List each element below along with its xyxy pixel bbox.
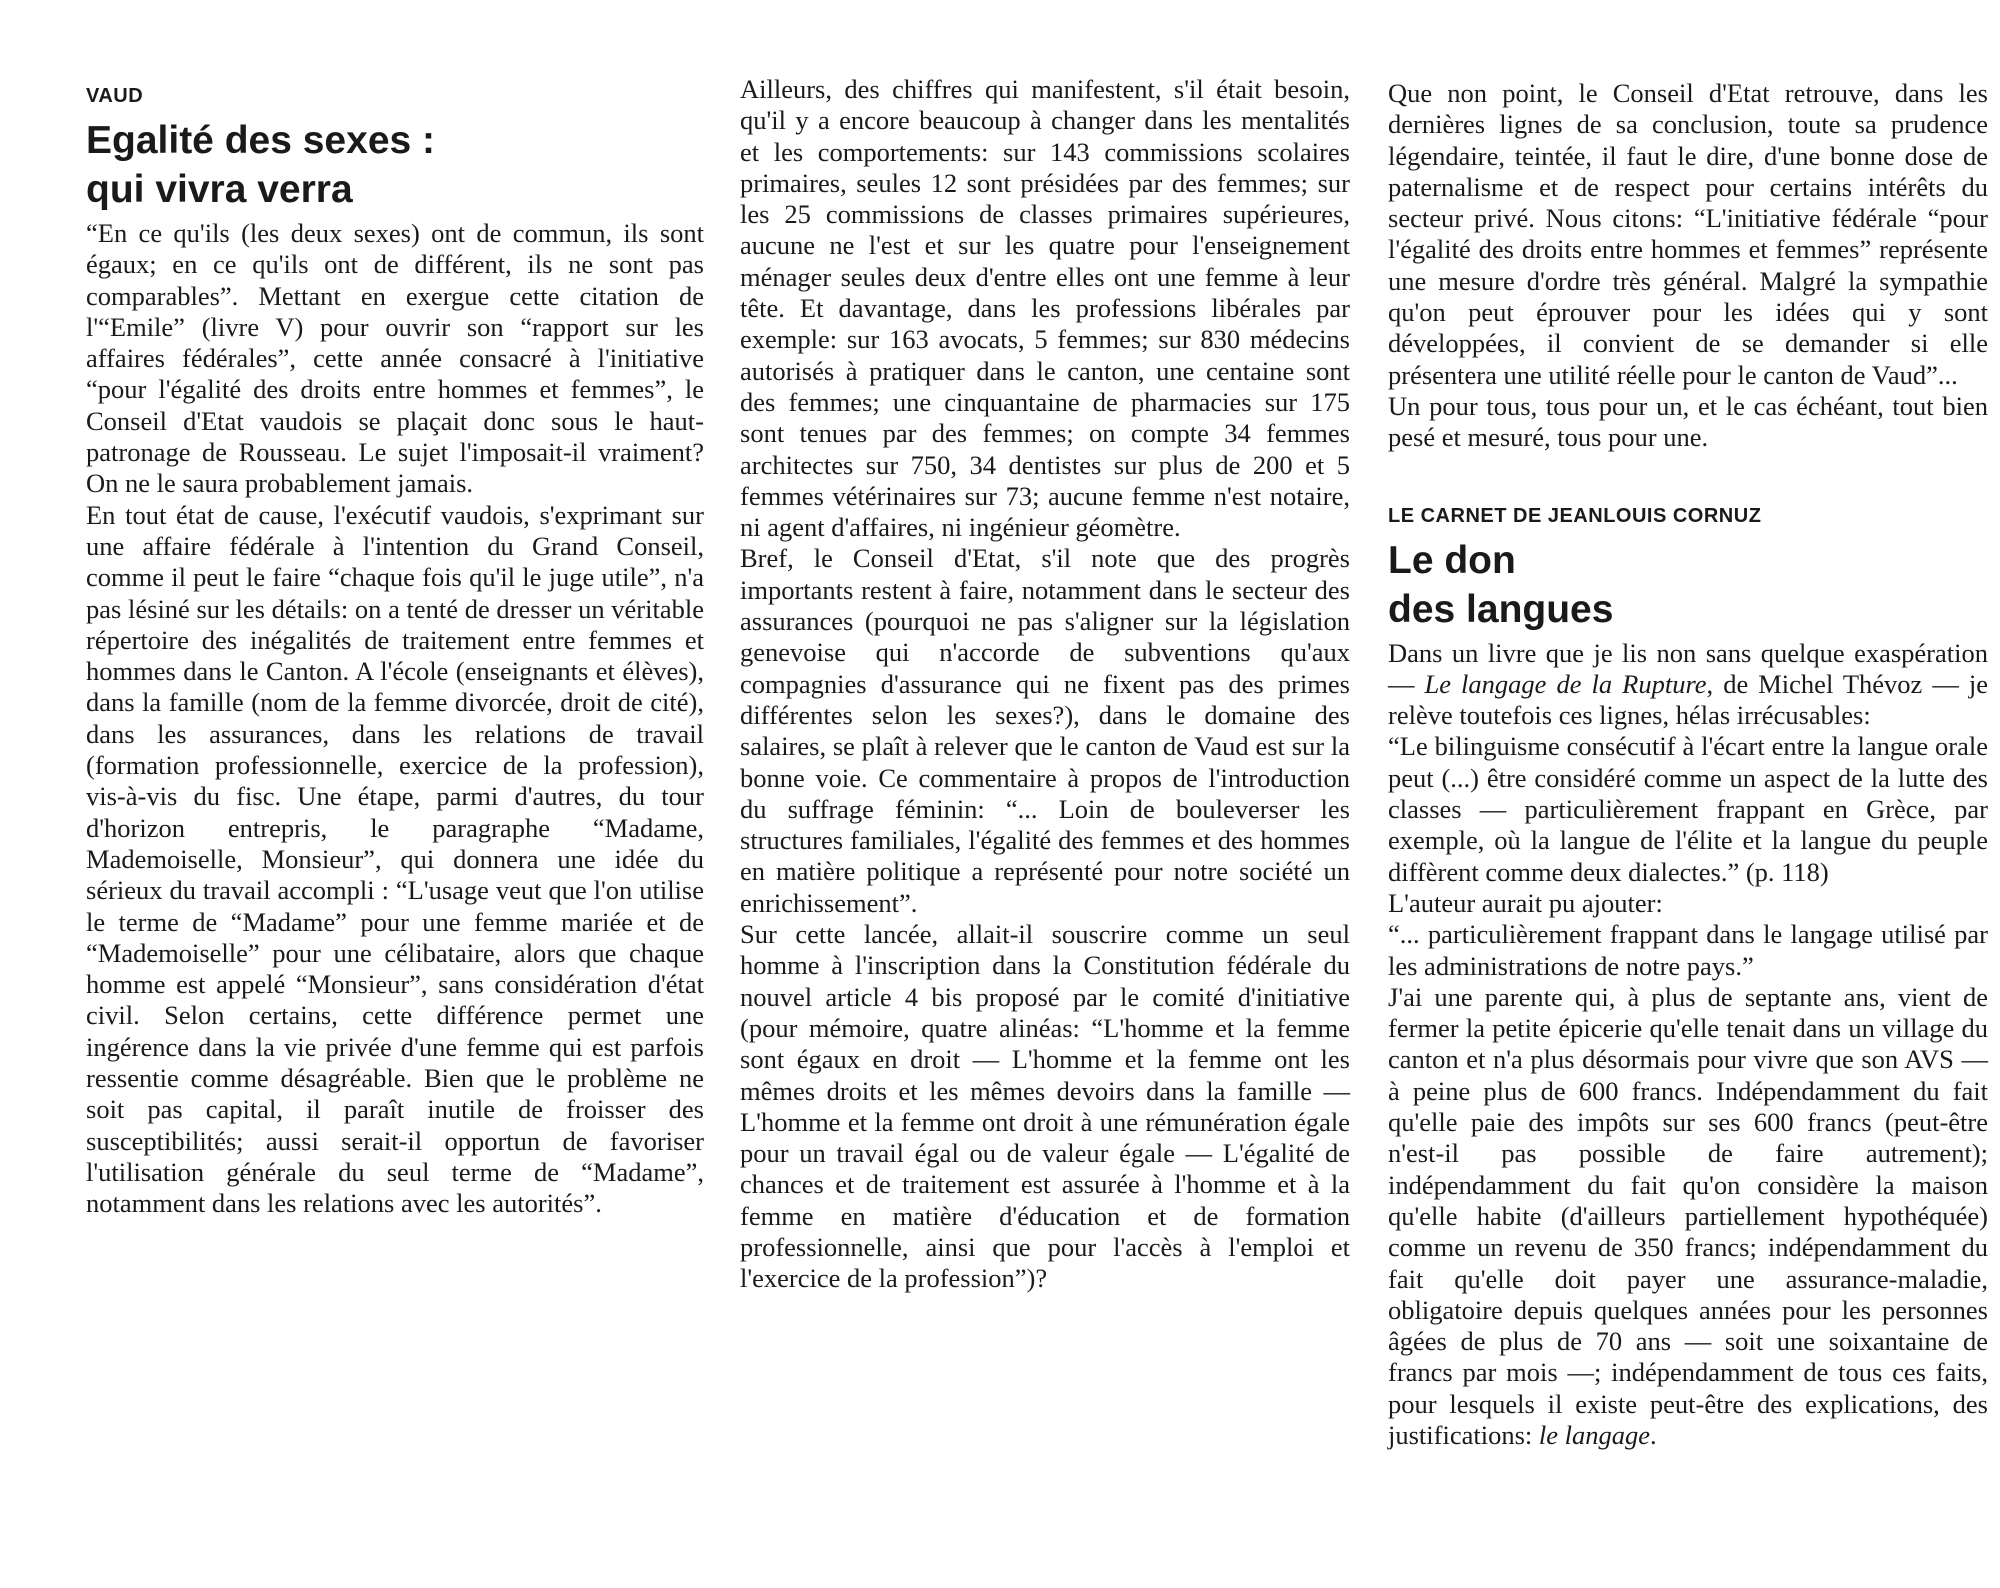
article1-title-line2: qui vivra verra (86, 168, 353, 211)
article1-kicker: VAUD (86, 85, 144, 107)
article1-paragraph-3: Ailleurs, des chiffres qui manifestent, s'il était besoin, qu'il y a encore beaucoup à changer dans les mentalités et les comportements: sur 143 commissions scolaires primaires, seules 12 sont présidées par des femmes; sur les 25 commissions de classes primaires supérieures, aucune ne l'est et sur les quatre pour l'enseignement ménager seules deux d'entre elles ont une femme à leur tête. Et davantage, dans les professions libérales par exemple: sur 163 avocats, 5 femmes; sur 830 médecins autorisés à pratiquer dans le canton, une centaine sont des femmes; une cinquantaine de pharmacies sur 175 sont tenues par des femmes; on compte 34 femmes architectes sur 750, 34 dentistes sur plus de 200 et 5 femmes vétérinaires sur 73; aucune femme n'est notaire, ni agent d'affaires, ni ingénieur géomètre. (740, 74, 1350, 543)
article1-paragraph-5: Sur cette lancée, allait-il souscrire comme un seul homme à l'inscription dans la Constitution fédérale du nouvel article 4 bis proposé par le comité d'initiative (pour mémoire, quatre alinéas: “L'homme et la femme sont égaux en droit — L'homme et la femme ont les mêmes droits et les mêmes devoirs dans la famille — L'homme et la femme ont droit à une rémunération égale pour un travail égal ou de valeur égale — L'égalité de chances et de traitement est assurée à l'homme et à la femme en matière d'éducation et de formation professionnelle, ainsi que pour l'accès à l'emploi et l'exercice de la profession”)? (740, 919, 1350, 1294)
article1-title-line1: Egalité des sexes : (86, 119, 436, 162)
article1-paragraph-4: Bref, le Conseil d'Etat, s'il note que des progrès importants restent à faire, notamment dans le secteur des assurances (pourquoi ne pas s'aligner sur la législation genevoise qui n'accorde de subventions qu'aux compagnies d'assurance qui ne fixent pas des primes différentes selon les sexes?), dans le domaine des salaires, se plaît à relever que le canton de Vaud est sur la bonne voie. Ce commentaire à propos de l'introduction du suffrage féminin: “... Loin de bouleverser les structures familiales, l'égalité des femmes et des hommes en matière politique a représenté pour notre société un enrichissement”. (740, 543, 1350, 918)
article2-kicker: LE CARNET DE JEANLOUIS CORNUZ (1388, 504, 1762, 527)
article2-title (1388, 536, 1988, 634)
article2-paragraph-1 (1388, 638, 1988, 732)
article2-p1-text-a: Dans un livre que je lis non sans quelque exaspération — (1388, 637, 1988, 699)
column-3 (1388, 78, 1988, 1451)
article1-paragraph-7: Un pour tous, tous pour un, et le cas échéant, tout bien pesé et mesuré, tous pour une. (1388, 390, 1988, 453)
article2-p5-text-a: J'ai une parente qui, à plus de septante ans, vient de fermer la petite épicerie qu'elle tenait dans un village du canton et n'a plus désormais pour vivre que son AVS — à peine plus de 600 francs. Indépendamment du fait qu'elle paie des impôts sur ses 600 francs (peut-être n'est-il pas possible de faire autrement); indépendamment du fait qu'on considère la maison qu'elle habite (d'ailleurs partiellement hypothéquée) comme un revenu de 350 francs; indépendamment du fait qu'elle doit payer une assurance-maladie, obligatoire depuis quelques années pour les personnes âgées de plus de 70 ans — soit une soixantaine de francs par mois —; indépendamment de tous ces faits, pour lesquels il existe peut-être des explications, des justifications: (1388, 981, 1988, 1450)
book-title: Le langage de la Rupture (1424, 668, 1707, 699)
column-2 (740, 74, 1350, 1295)
article2-paragraph-5 (1388, 982, 1988, 1451)
section-divider (1388, 454, 1988, 504)
article1-title (86, 116, 704, 214)
article2-paragraph-3: L'auteur aurait pu ajouter: (1388, 887, 1663, 918)
column-1 (86, 84, 704, 1220)
article1-paragraph-2: En tout état de cause, l'exécutif vaudois, s'exprimant sur une affaire fédérale à l'intention du Grand Conseil, comme il peut le faire “chaque fois qu'il le juge utile”, n'a pas lésiné sur les détails: on a tenté de dresser un véritable répertoire des inégalités de traitement entre femmes et hommes dans le Canton. A l'école (enseignants et élèves), dans la famille (nom de la femme divorcée, droit de cité), dans les assurances, dans les relations de travail (formation professionnelle, exercice de la profession), vis-à-vis du fisc. Une étape, parmi d'autres, du tour d'horizon entrepris, le paragraphe “Madame, Mademoiselle, Monsieur”, qui donnera une idée du sérieux du travail accompli : “L'usage veut que l'on utilise le terme de “Madame” pour une femme mariée et de “Mademoiselle” pour une célibataire, alors que chaque homme est appelé “Monsieur”, sans considération d'état civil. Selon certains, cette différence permet une ingérence dans la vie privée d'une femme qui est parfois ressentie comme désagréable. Bien que le problème ne soit pas capital, il paraît inutile de froisser des susceptibilités; aussi serait-il opportun de favoriser l'utilisation générale du seul terme de “Madame”, notamment dans les relations avec les autorités”. (86, 499, 704, 1219)
article1-paragraph-1: “En ce qu'ils (les deux sexes) ont de commun, ils sont égaux; en ce qu'ils ont de différent, ils ne sont pas comparables”. Mettant en exergue cette citation de l'“Emile” (livre V) pour ouvrir son “rapport sur les affaires fédérales”, cette année consacré à l'initiative “pour l'égalité des droits entre hommes et femmes”, le Conseil d'Etat vaudois se plaçait donc sous le haut-patronage de Rousseau. Le sujet l'imposait-il vraiment? On ne le saura probablement jamais. (86, 218, 704, 499)
article2-p1-text-b: , de Michel Thévoz — je relève toutefois ces lignes, hélas irrécusables: (1388, 668, 1989, 731)
article2-paragraph-2: “Le bilinguisme consécutif à l'écart entre la langue orale peut (...) être considéré comme un aspect de la lutte des classes — particulièrement frappant en Grèce, par exemple, où la langue de l'élite et la langue du peuple diffèrent comme deux dialectes.” (p. 118) (1388, 731, 1988, 887)
article2-paragraph-4: “... particulièrement frappant dans le langage utilisé par les administrations de notre pays.” (1388, 919, 1988, 981)
article1-paragraph-6: Que non point, le Conseil d'Etat retrouve, dans les dernières lignes de sa conclusion, toute sa prudence légendaire, teintée, il faut le dire, d'une bonne dose de paternalisme et de respect pour certains intérêts du secteur privé. Nous citons: “L'initiative fédérale “pour l'égalité des droits entre hommes et femmes” représente une mesure d'ordre très général. Malgré la sympathie qu'on peut éprouver pour les idées qui y sont développées, il convient de se demander si elle présentera une utilité réelle pour le canton de Vaud”... (1388, 78, 1988, 390)
article2-title-line1: Le don (1388, 538, 1516, 582)
article2-p5-text-b: . (1650, 1419, 1657, 1450)
article2-title-line2: des langues (1388, 587, 1614, 631)
article2-p5-emphasis: le langage (1538, 1419, 1651, 1450)
